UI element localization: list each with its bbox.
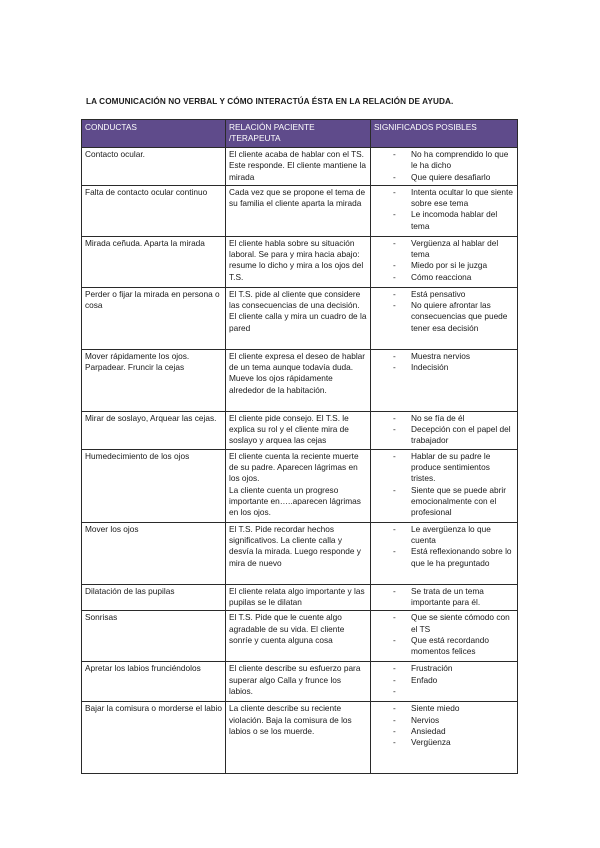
significado-item: - Vergüenza al hablar del tema [374,238,514,261]
conducta-cell: Mover los ojos [82,522,226,584]
significados-cell [371,522,518,584]
table-row [82,185,518,236]
significados-cell [371,449,518,522]
relacion-cell [226,236,371,287]
significado-item: - Decepción con el papel del trabajador [374,424,514,447]
significados-cell [371,148,518,186]
table-row [82,287,518,349]
significado-item: - No quiere afrontar las consecuencias que puede tener esa decisión [374,300,514,334]
table-body [82,148,518,774]
significados-cell [371,349,518,411]
significado-item: - Está pensativo [374,289,514,300]
header-significados: SIGNIFICADOS POSIBLES [371,120,518,148]
table-row [82,584,518,611]
table-row [82,522,518,584]
header-relacion: RELACIÓN PACIENTE /TERAPEUTA [226,120,371,148]
significado-item: - Que se siente cómodo con el TS [374,612,514,635]
significado-item [374,686,514,697]
relacion-text: La cliente describe su reciente violación. Baja la comisura de los labios o se los muerde. [229,703,352,736]
significado-item: - Frustración [374,663,514,674]
conducta-cell: Apretar los labios frunciéndolos [82,662,226,702]
significados-list [374,149,514,183]
table-row [82,236,518,287]
significado-item: - Hablar de su padre le produce sentimientos tristes. [374,451,514,485]
table-row [82,662,518,702]
relacion-cell [226,611,371,662]
significado-item: - Muestra nervios [374,351,514,362]
significado-item: - Vergüenza [374,737,514,748]
relacion-text: El cliente habla sobre su situación laboral. Se para y mira hacia abajo: resume lo dicho y mira a los ojos del T.S. [229,237,364,282]
relacion-text: El cliente cuenta la reciente muerte de su padre. Aparecen lágrimas en los ojos. [229,450,359,484]
significado-item: - Siente miedo [374,703,514,714]
significado-item: - Enfado [374,675,514,686]
significado-item: - Le avergüenza lo que cuenta [374,524,514,547]
conducta-cell: Dilatación de las pupilas [82,584,226,611]
conducta-cell: Mirada ceñuda. Aparta la mirada [82,236,226,287]
relacion-cell [226,662,371,702]
conducta-cell: Humedecimiento de los ojos [82,449,226,522]
table-header-row [82,120,518,148]
communication-table [81,119,518,774]
relacion-text: El T.S. Pide que le cuente algo agradable de su vida. El cliente sonríe y cuenta alguna cosa [229,612,345,645]
significados-list [374,524,514,569]
relacion-cell [226,185,371,236]
relacion-cell [226,584,371,611]
relacion-text: La cliente cuenta un progreso importante en…..aparecen lágrimas en los ojos. [229,484,361,518]
relacion-cell [226,411,371,449]
table-row [82,411,518,449]
relacion-text: El cliente acaba de hablar con el TS. Este responde. El cliente mantiene la mirada [229,149,366,182]
significados-list [374,289,514,334]
significado-item: - Miedo por si le juzga [374,260,514,271]
significados-list [374,238,514,283]
significados-list [374,586,514,609]
significado-item: - Cómo reacciona [374,272,514,283]
relacion-cell [226,148,371,186]
table-row [82,349,518,411]
significados-cell [371,411,518,449]
relacion-cell [226,287,371,349]
document-title: LA COMUNICACIÓN NO VERBAL Y CÓMO INTERACTÚA ÉSTA EN LA RELACIÓN DE AYUDA. [86,97,454,106]
significados-list [374,612,514,657]
significado-item: - No se fía de él [374,413,514,424]
table-row [82,148,518,186]
significados-list [374,703,514,748]
significados-list [374,413,514,447]
conducta-cell: Mirar de soslayo, Arquear las cejas. [82,411,226,449]
significado-item: - Se trata de un tema importante para él. [374,586,514,609]
table-row [82,611,518,662]
table-row [82,702,518,774]
significado-item: - No ha comprendido lo que le ha dicho [374,149,514,172]
significados-cell [371,236,518,287]
significados-cell [371,702,518,774]
conducta-cell: Mover rápidamente los ojos. Parpadear. Fruncir la cejas [82,349,226,411]
significados-cell [371,584,518,611]
significados-list [374,351,514,374]
significados-list [374,663,514,697]
relacion-text: El cliente expresa el deseo de hablar de un tema aunque todavía duda. Mueve los ojos rápidamente alrededor de la habitación. [229,350,366,395]
relacion-text: El cliente relata algo importante y las pupilas se le dilatan [229,585,365,608]
significado-item: - Intenta ocultar lo que siente sobre ese tema [374,187,514,210]
significados-cell [371,611,518,662]
significados-cell [371,287,518,349]
conducta-cell: Perder o fijar la mirada en persona o cosa [82,287,226,349]
significado-item: - Le incomoda hablar del tema [374,209,514,232]
table-row [82,449,518,522]
significados-list [374,451,514,519]
significado-item: - Que está recordando momentos felices [374,635,514,658]
relacion-text: El cliente describe su esfuerzo para superar algo Calla y frunce los labios. [229,663,361,696]
significado-item: - Ansiedad [374,726,514,737]
conducta-cell: Falta de contacto ocular continuo [82,185,226,236]
header-conductas: CONDUCTAS [82,120,226,148]
significado-item: - Que quiere desafiarlo [374,172,514,183]
relacion-text: El cliente pide consejo. El T.S. le explica su rol y el cliente mira de soslayo y arquea las cejas [229,412,349,446]
conducta-cell: Sonrisas [82,611,226,662]
conducta-cell: Bajar la comisura o morderse el labio [82,702,226,774]
significados-cell [371,185,518,236]
significado-item: - Está reflexionando sobre lo que le ha preguntado [374,546,514,569]
significado-item: - Siente que se puede abrir emocionalmente con el profesional [374,485,514,519]
relacion-cell [226,522,371,584]
significado-item: - Nervios [374,715,514,726]
relacion-text: El T.S. pide al cliente que considere las consecuencias de una decisión. El cliente calla y mira un cuadro de la pared [229,288,367,333]
relacion-cell [226,449,371,522]
relacion-text: Cada vez que se propone el tema de su familia el cliente aparta la mirada [229,186,366,209]
significado-item: - Indecisión [374,362,514,373]
significados-list [374,187,514,232]
relacion-text: El T.S. Pide recordar hechos significativos. La cliente calla y desvía la mirada. Luego responde y mira de nuevo [229,523,361,568]
relacion-cell [226,702,371,774]
significados-cell [371,662,518,702]
relacion-cell [226,349,371,411]
conducta-cell: Contacto ocular. [82,148,226,186]
